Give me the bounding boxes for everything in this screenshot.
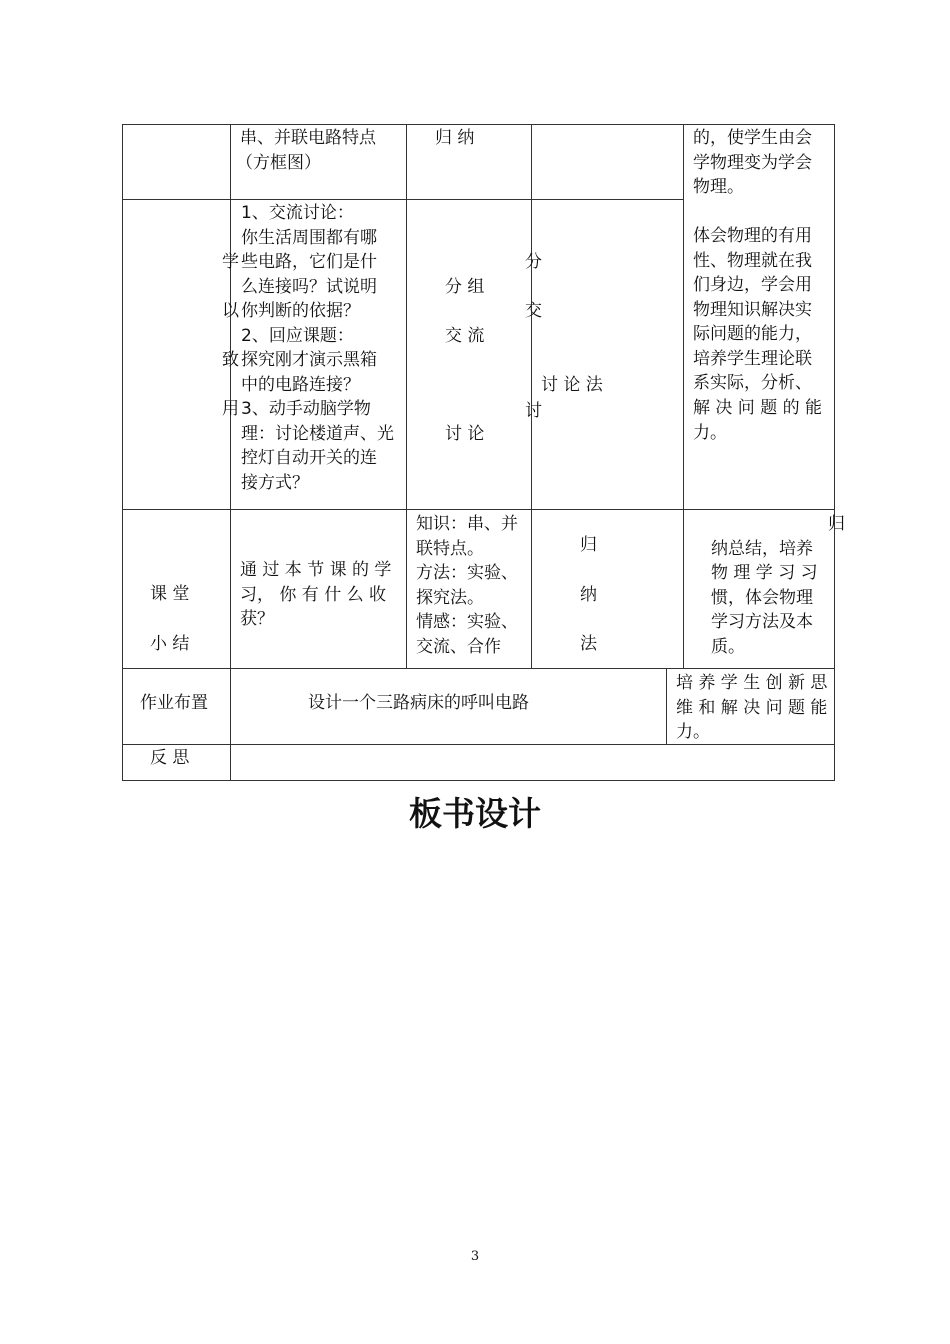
row2-purpose-line: 力。 — [693, 423, 727, 443]
row3-content-line: 获？ — [240, 609, 274, 629]
column-divider — [230, 124, 231, 781]
homework-label: 作业布置 — [140, 693, 208, 713]
page-number: 3 — [470, 1249, 480, 1264]
row2-content-line: 些电路，它们是什 — [241, 252, 377, 272]
row1-purpose-line: 学物理变为学会 — [693, 153, 812, 173]
row2-content-line: 控灯自动开关的连 — [241, 448, 377, 468]
table-border-bottom — [122, 780, 835, 781]
row2-purpose-line: 际问题的能力， — [693, 324, 812, 344]
row3-activity-line: 方法：实验、 — [416, 563, 518, 583]
row2-method-char: 交 — [525, 301, 542, 321]
row3-stage-label: 课 堂 — [150, 584, 190, 604]
row3-purpose-line: 惯，体会物理 — [711, 588, 813, 608]
row3-activity-line: 联特点。 — [416, 539, 484, 559]
row-divider — [122, 199, 683, 200]
row3-purpose-line: 物 理 学 习 习 — [711, 563, 818, 583]
row2-content-line: 1、交流讨论： — [241, 203, 354, 223]
row2-content-line: 探究刚才演示黑箱 — [241, 350, 377, 370]
column-divider — [531, 124, 532, 669]
row2-activity-line: 交 流 — [445, 326, 485, 346]
homework-content: 设计一个三路病床的呼叫电路 — [308, 693, 529, 713]
row3-content-line: 通 过 本 节 课 的 学 — [240, 560, 392, 580]
row2-stage-char: 以 — [222, 301, 239, 321]
reflection-label: 反 思 — [150, 748, 190, 768]
row2-activity-line: 讨 论 — [445, 424, 485, 444]
row2-content-line: 你判断的依据？ — [241, 301, 360, 321]
row3-purpose-overflow-char: 归 — [828, 514, 845, 534]
row2-purpose-line: 性、物理就在我 — [693, 251, 812, 271]
row2-content-line: 你生活周围都有哪 — [241, 228, 377, 248]
row2-purpose-line: 解 决 问 题 的 能 — [693, 398, 823, 418]
row1-content-line: （方框图） — [236, 153, 321, 173]
row2-stage-char: 用 — [222, 399, 239, 419]
row2-content-line: 3、动手动脑学物 — [241, 399, 371, 419]
row2-method-char: 分 — [525, 252, 542, 272]
row2-content-line: 么连接吗？试说明 — [241, 277, 377, 297]
row1-content-line: 串、并联电路特点 — [240, 128, 376, 148]
row-divider — [122, 744, 835, 745]
row3-activity-line: 交流、合作 — [416, 637, 501, 657]
board-design-heading: 板书设计 — [409, 794, 541, 833]
row1-activity: 归 纳 — [435, 128, 475, 148]
homework-purpose-line: 维 和 解 决 问 题 能 — [676, 698, 828, 718]
row2-method-text: 讨 论 法 — [541, 375, 603, 395]
row2-purpose-line: 系实际，分析、 — [693, 373, 812, 393]
row3-activity-line: 情感：实验、 — [416, 612, 518, 632]
row3-activity-line: 知识：串、并 — [416, 514, 518, 534]
row2-purpose-line: 物理知识解决实 — [693, 300, 812, 320]
row3-method-char: 归 — [580, 535, 597, 555]
row3-content-line: 习， 你 有 什 么 收 — [240, 585, 387, 605]
row2-content-line: 接方式？ — [241, 473, 309, 493]
column-divider — [666, 668, 667, 745]
table-border-right — [834, 124, 835, 781]
row3-method-char: 纳 — [580, 585, 597, 605]
row2-stage-char: 致 — [222, 350, 239, 370]
column-divider — [683, 124, 684, 669]
row3-purpose-line: 纳总结，培养 — [711, 539, 813, 559]
row-divider — [122, 509, 835, 510]
table-border-top — [122, 124, 835, 125]
row2-content-line: 中的电路连接？ — [241, 375, 360, 395]
row2-method-char: 讨 — [525, 401, 542, 421]
row3-activity-line: 探究法。 — [416, 588, 484, 608]
row2-stage-char: 学 — [222, 252, 239, 272]
row3-stage-label: 小 结 — [150, 634, 190, 654]
row3-purpose-line: 学习方法及本 — [711, 612, 813, 632]
row-divider — [122, 668, 835, 669]
row2-purpose-line: 们身边，学会用 — [693, 275, 812, 295]
homework-purpose-line: 力。 — [676, 722, 710, 742]
column-divider — [406, 124, 407, 669]
homework-purpose-line: 培 养 学 生 创 新 思 — [676, 673, 828, 693]
row1-purpose-line: 物理。 — [693, 177, 744, 197]
row3-purpose-line: 质。 — [711, 637, 745, 657]
row2-activity-line: 分 组 — [445, 277, 485, 297]
row2-content-line: 理：讨论楼道声、光 — [241, 424, 394, 444]
row3-method-char: 法 — [580, 634, 597, 654]
row1-purpose-line: 的，使学生由会 — [693, 128, 812, 148]
row2-content-line: 2、回应课题： — [241, 326, 354, 346]
row2-purpose-line: 体会物理的有用 — [693, 226, 812, 246]
row2-purpose-line: 培养学生理论联 — [693, 349, 812, 369]
table-border-left — [122, 124, 123, 781]
